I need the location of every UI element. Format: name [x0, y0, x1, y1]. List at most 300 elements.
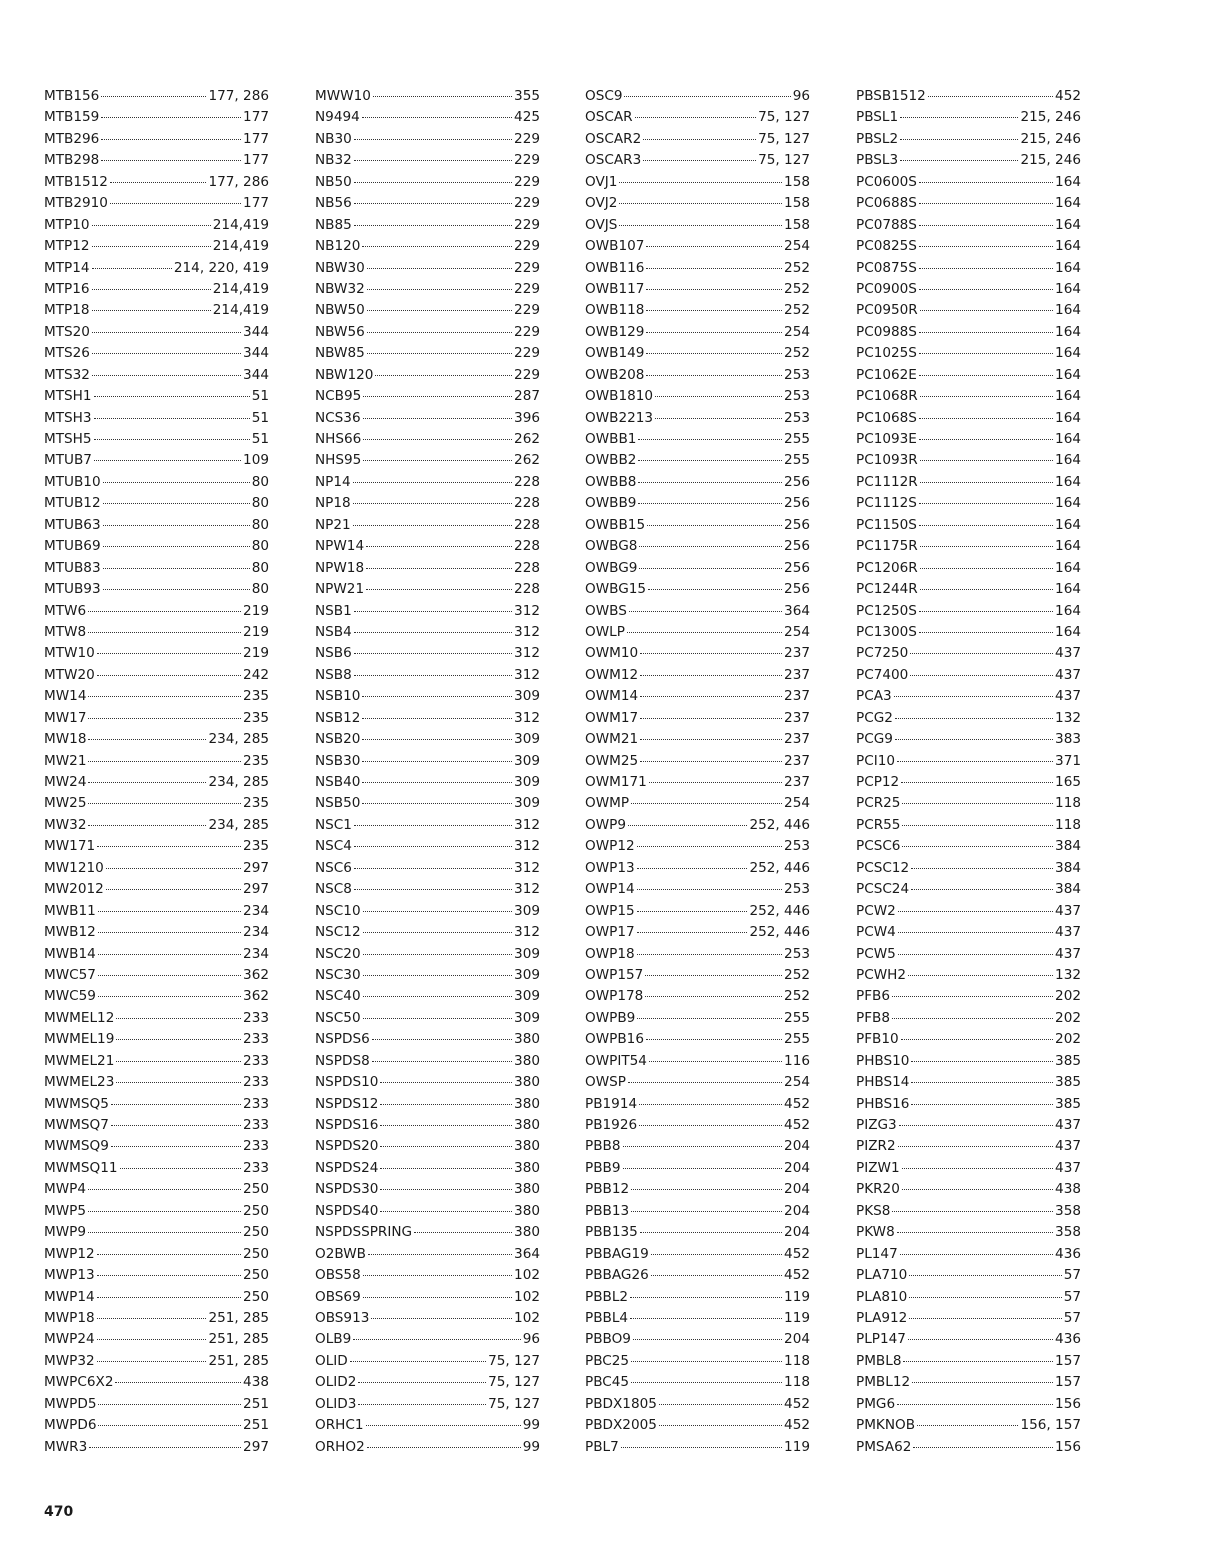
index-columns — [44, 86, 1084, 1466]
entry-code: MWMEL23 — [44, 1074, 115, 1091]
dot-leader — [892, 1210, 1053, 1212]
entry-pages: 287 — [514, 388, 540, 405]
dot-leader — [649, 1060, 782, 1062]
index-entry — [315, 515, 540, 536]
entry-pages: 380 — [514, 1052, 540, 1069]
index-entry — [44, 986, 269, 1007]
index-entry — [44, 1244, 269, 1265]
entry-code: OWSP — [585, 1074, 626, 1091]
index-entry — [856, 751, 1081, 772]
dot-leader — [638, 481, 782, 483]
entry-pages: 242 — [243, 666, 269, 683]
dot-leader — [367, 288, 512, 290]
dot-leader — [380, 1188, 512, 1190]
dot-leader — [631, 1210, 782, 1212]
entry-code: OSC9 — [585, 88, 623, 104]
entry-pages: 254 — [784, 238, 810, 255]
entry-code: MW14 — [44, 688, 87, 705]
index-entry — [44, 193, 269, 214]
dot-leader — [88, 695, 241, 697]
entry-code: PB1926 — [585, 1117, 638, 1133]
entry-code: NSC8 — [315, 881, 352, 898]
dot-leader — [651, 1253, 782, 1255]
entry-pages: 309 — [514, 795, 540, 812]
index-entry — [856, 107, 1081, 128]
index-entry — [585, 1115, 810, 1136]
index-entry — [315, 1072, 540, 1093]
entry-code: OWM12 — [585, 666, 639, 683]
entry-pages: 297 — [243, 1438, 269, 1455]
index-entry — [44, 579, 269, 600]
entry-pages: 234 — [243, 945, 269, 962]
entry-code: MWC59 — [44, 988, 96, 1005]
entry-pages: 452 — [784, 1395, 810, 1412]
dot-leader — [627, 631, 782, 633]
entry-code: PC1068R — [856, 388, 918, 405]
entry-code: PMBL12 — [856, 1374, 911, 1391]
dot-leader — [637, 931, 748, 933]
entry-pages: 255 — [784, 1031, 810, 1048]
entry-pages: 229 — [514, 152, 540, 169]
dot-leader — [106, 867, 241, 869]
dot-leader — [919, 438, 1053, 440]
index-entry — [44, 901, 269, 922]
entry-pages: 252 — [784, 988, 810, 1005]
index-entry — [315, 815, 540, 836]
index-entry — [315, 751, 540, 772]
index-entry — [315, 1051, 540, 1072]
entry-pages: 229 — [514, 173, 540, 190]
entry-code: NB32 — [315, 152, 352, 169]
index-entry — [315, 643, 540, 664]
index-entry — [856, 901, 1081, 922]
entry-pages: 452 — [1055, 88, 1081, 104]
entry-pages: 452 — [784, 1245, 810, 1262]
index-entry — [856, 858, 1081, 879]
entry-pages: 234, 285 — [208, 731, 269, 748]
dot-leader — [649, 781, 782, 783]
index-entry — [315, 1158, 540, 1179]
index-entry — [856, 1051, 1081, 1072]
dot-leader — [88, 824, 206, 826]
index-entry — [585, 343, 810, 364]
dot-leader — [414, 1231, 512, 1233]
index-entry — [585, 815, 810, 836]
dot-leader — [640, 1231, 782, 1233]
dot-leader — [98, 931, 241, 933]
dot-leader — [899, 1124, 1053, 1126]
entry-code: OLB9 — [315, 1331, 352, 1348]
index-entry — [44, 686, 269, 707]
entry-code: NSB1 — [315, 602, 352, 619]
entry-code: OWM10 — [585, 645, 639, 662]
dot-leader — [363, 459, 512, 461]
entry-pages: 204 — [784, 1331, 810, 1348]
entry-pages: 250 — [243, 1224, 269, 1241]
index-entry — [44, 1415, 269, 1436]
entry-pages: 309 — [514, 688, 540, 705]
dot-leader — [110, 202, 241, 204]
dot-leader — [645, 974, 782, 976]
entry-code: MWW10 — [315, 88, 371, 104]
entry-code: PIZG3 — [856, 1117, 897, 1133]
entry-code: PKW8 — [856, 1224, 895, 1241]
dot-leader — [115, 1381, 241, 1383]
entry-pages: 99 — [522, 1438, 540, 1455]
entry-code: OSCAR — [585, 109, 633, 126]
dot-leader — [911, 888, 1053, 890]
entry-code: MWP12 — [44, 1245, 95, 1262]
entry-code: OWBB8 — [585, 473, 637, 490]
index-entry — [44, 1287, 269, 1308]
dot-leader — [908, 974, 1053, 976]
entry-code: NSB40 — [315, 774, 361, 790]
entry-code: PC7250 — [856, 645, 909, 662]
index-entry — [585, 322, 810, 343]
index-entry — [856, 1158, 1081, 1179]
entry-pages: 380 — [514, 1224, 540, 1241]
entry-pages: 57 — [1063, 1267, 1081, 1284]
index-entry — [856, 729, 1081, 750]
index-entry — [856, 772, 1081, 793]
dot-leader — [920, 588, 1053, 590]
index-entry — [585, 1029, 810, 1050]
dot-leader — [895, 717, 1053, 719]
index-entry — [856, 1372, 1081, 1393]
dot-leader — [380, 1145, 512, 1147]
entry-code: PC1062E — [856, 366, 917, 383]
index-entry — [856, 193, 1081, 214]
dot-leader — [638, 459, 782, 461]
index-entry — [585, 150, 810, 171]
dot-leader — [354, 824, 512, 826]
entry-pages: 164 — [1055, 495, 1081, 512]
entry-code: MWPD6 — [44, 1417, 97, 1434]
entry-pages: 80 — [251, 495, 269, 512]
index-entry — [856, 1287, 1081, 1308]
dot-leader — [92, 245, 211, 247]
entry-code: MTS20 — [44, 323, 90, 340]
entry-code: OLID3 — [315, 1395, 357, 1412]
entry-pages: 364 — [784, 602, 810, 619]
index-entry — [44, 1394, 269, 1415]
index-entry — [315, 1265, 540, 1286]
dot-leader — [354, 181, 512, 183]
entry-pages: 452 — [784, 1267, 810, 1284]
index-entry — [44, 751, 269, 772]
entry-code: MTSH3 — [44, 409, 92, 426]
index-entry — [585, 1094, 810, 1115]
entry-pages: 383 — [1055, 731, 1081, 748]
entry-pages: 118 — [784, 1374, 810, 1391]
index-entry — [585, 643, 810, 664]
index-entry — [315, 944, 540, 965]
entry-code: OBS69 — [315, 1288, 361, 1305]
dot-leader — [354, 202, 512, 204]
entry-pages: 228 — [514, 495, 540, 512]
dot-leader — [92, 267, 172, 269]
index-entry — [44, 1179, 269, 1200]
entry-pages: 256 — [784, 516, 810, 533]
entry-code: PCI10 — [856, 752, 895, 769]
entry-pages: 237 — [784, 774, 810, 790]
dot-leader — [354, 888, 512, 890]
entry-pages: 158 — [784, 195, 810, 212]
index-entry — [44, 1308, 269, 1329]
index-entry — [315, 450, 540, 471]
index-entry — [44, 493, 269, 514]
index-entry — [856, 1265, 1081, 1286]
entry-pages: 118 — [784, 1352, 810, 1369]
dot-leader — [88, 631, 241, 633]
index-entry — [585, 1051, 810, 1072]
index-entry — [315, 1094, 540, 1115]
index-entry — [856, 1201, 1081, 1222]
entry-pages: 119 — [784, 1288, 810, 1305]
entry-code: OWB118 — [585, 302, 645, 319]
index-entry — [585, 836, 810, 857]
entry-pages: 132 — [1055, 966, 1081, 983]
dot-leader — [380, 1103, 512, 1105]
dot-leader — [646, 245, 782, 247]
entry-pages: 164 — [1055, 473, 1081, 490]
dot-leader — [619, 202, 782, 204]
entry-pages: 256 — [784, 538, 810, 555]
index-entry — [44, 622, 269, 643]
entry-pages: 385 — [1055, 1052, 1081, 1069]
dot-leader — [106, 888, 241, 890]
dot-leader — [619, 181, 782, 183]
dot-leader — [363, 417, 512, 419]
entry-pages: 250 — [243, 1181, 269, 1198]
index-entry — [856, 1415, 1081, 1436]
entry-pages: 235 — [243, 688, 269, 705]
entry-code: NSB10 — [315, 688, 361, 705]
index-entry — [856, 1244, 1081, 1265]
entry-code: NSB6 — [315, 645, 352, 662]
index-entry — [856, 429, 1081, 450]
dot-leader — [900, 116, 1018, 118]
dot-leader — [362, 717, 512, 719]
dot-leader — [88, 1188, 241, 1190]
entry-pages: 380 — [514, 1117, 540, 1133]
index-entry — [856, 515, 1081, 536]
entry-pages: 164 — [1055, 452, 1081, 469]
entry-code: MTW20 — [44, 666, 95, 683]
dot-leader — [640, 674, 782, 676]
entry-pages: 438 — [243, 1374, 269, 1391]
dot-leader — [659, 1403, 782, 1405]
entry-pages: 164 — [1055, 302, 1081, 319]
dot-leader — [363, 395, 512, 397]
entry-pages: 252 — [784, 259, 810, 276]
index-entry — [44, 129, 269, 150]
entry-code: MWMEL19 — [44, 1031, 115, 1048]
entry-code: OWBS — [585, 602, 627, 619]
index-entry — [44, 300, 269, 321]
index-entry — [44, 858, 269, 879]
dot-leader — [367, 309, 512, 311]
entry-code: OWPIT54 — [585, 1052, 647, 1069]
entry-code: OWP15 — [585, 902, 635, 919]
entry-pages: 214,419 — [212, 238, 269, 255]
index-entry — [856, 1072, 1081, 1093]
dot-leader — [910, 652, 1053, 654]
dot-leader — [92, 352, 241, 354]
dot-leader — [97, 1317, 207, 1319]
dot-leader — [116, 1081, 241, 1083]
entry-pages: 380 — [514, 1181, 540, 1198]
entry-code: PBB8 — [585, 1138, 621, 1155]
index-entry — [585, 1394, 810, 1415]
entry-pages: 396 — [514, 409, 540, 426]
index-entry — [585, 986, 810, 1007]
dot-leader — [619, 224, 782, 226]
index-entry — [44, 1329, 269, 1350]
entry-code: OWP157 — [585, 966, 644, 983]
index-entry — [44, 1051, 269, 1072]
entry-code: PBSL2 — [856, 130, 899, 147]
index-entry — [856, 536, 1081, 557]
index-entry — [585, 1201, 810, 1222]
dot-leader — [97, 1296, 241, 1298]
entry-pages: 384 — [1055, 859, 1081, 876]
dot-leader — [363, 1017, 512, 1019]
index-entry — [585, 772, 810, 793]
dot-leader — [920, 309, 1053, 311]
dot-leader — [895, 738, 1053, 740]
entry-pages: 312 — [514, 666, 540, 683]
dot-leader — [919, 610, 1053, 612]
entry-pages: 235 — [243, 709, 269, 726]
dot-leader — [350, 1360, 486, 1362]
entry-pages: 252, 446 — [749, 859, 810, 876]
entry-code: NSC12 — [315, 924, 361, 941]
entry-code: PBB135 — [585, 1224, 638, 1241]
dot-leader — [111, 1145, 241, 1147]
index-entry — [315, 107, 540, 128]
entry-code: PCW4 — [856, 924, 896, 941]
dot-leader — [366, 567, 512, 569]
index-entry — [856, 1179, 1081, 1200]
entry-code: PHBS16 — [856, 1095, 910, 1112]
dot-leader — [919, 352, 1053, 354]
entry-code: MTS32 — [44, 366, 90, 383]
entry-code: MW24 — [44, 774, 87, 790]
entry-pages: 364 — [514, 1245, 540, 1262]
index-entry — [315, 150, 540, 171]
index-entry — [856, 686, 1081, 707]
index-entry — [315, 601, 540, 622]
entry-pages: 233 — [243, 1138, 269, 1155]
dot-leader — [919, 631, 1053, 633]
dot-leader — [646, 352, 782, 354]
dot-leader — [103, 524, 250, 526]
entry-pages: 164 — [1055, 259, 1081, 276]
dot-leader — [633, 1338, 782, 1340]
dot-leader — [919, 331, 1053, 333]
index-entry — [856, 601, 1081, 622]
entry-pages: 252 — [784, 345, 810, 362]
entry-code: OWB149 — [585, 345, 645, 362]
dot-leader — [624, 95, 790, 97]
entry-pages: 75, 127 — [488, 1374, 540, 1391]
entry-code: MTUB69 — [44, 538, 101, 555]
entry-pages: 234, 285 — [208, 774, 269, 790]
dot-leader — [88, 802, 241, 804]
index-entry — [44, 279, 269, 300]
entry-pages: 312 — [514, 709, 540, 726]
index-entry — [315, 665, 540, 686]
dot-leader — [631, 1381, 782, 1383]
index-entry — [585, 1008, 810, 1029]
index-entry — [315, 965, 540, 986]
dot-leader — [354, 610, 512, 612]
index-entry — [585, 1265, 810, 1286]
entry-pages: 253 — [784, 881, 810, 898]
entry-pages: 234 — [243, 924, 269, 941]
dot-leader — [92, 224, 211, 226]
entry-pages: 51 — [251, 409, 269, 426]
entry-code: OLID2 — [315, 1374, 357, 1391]
entry-code: NSPDS16 — [315, 1117, 379, 1133]
index-entry — [585, 450, 810, 471]
entry-code: OWP13 — [585, 859, 635, 876]
dot-leader — [919, 224, 1053, 226]
entry-pages: 437 — [1055, 945, 1081, 962]
index-entry — [44, 515, 269, 536]
entry-code: OWP14 — [585, 881, 635, 898]
index-entry — [856, 450, 1081, 471]
entry-code: MW21 — [44, 752, 87, 769]
entry-pages: 233 — [243, 1052, 269, 1069]
dot-leader — [631, 802, 782, 804]
dot-leader — [354, 867, 512, 869]
index-entry — [44, 793, 269, 814]
index-entry — [856, 215, 1081, 236]
dot-leader — [909, 1296, 1061, 1298]
dot-leader — [630, 1317, 782, 1319]
entry-code: NSC1 — [315, 816, 352, 833]
entry-pages: 156, 157 — [1020, 1417, 1081, 1434]
index-entry — [585, 236, 810, 257]
entry-code: PC1112S — [856, 495, 917, 512]
entry-code: OWM25 — [585, 752, 639, 769]
index-entry — [585, 1244, 810, 1265]
entry-pages: 229 — [514, 323, 540, 340]
index-entry — [315, 1029, 540, 1050]
entry-code: MWR3 — [44, 1438, 88, 1455]
dot-leader — [380, 1081, 512, 1083]
entry-pages: 80 — [251, 516, 269, 533]
index-entry — [44, 322, 269, 343]
entry-code: NCS36 — [315, 409, 361, 426]
entry-pages: 362 — [243, 988, 269, 1005]
entry-code: PFB10 — [856, 1031, 899, 1048]
entry-code: NSPDS10 — [315, 1074, 379, 1091]
entry-code: OWM14 — [585, 688, 639, 705]
dot-leader — [92, 374, 241, 376]
dot-leader — [94, 395, 250, 397]
dot-leader — [116, 1017, 241, 1019]
entry-pages: 256 — [784, 495, 810, 512]
index-entry — [585, 193, 810, 214]
entry-code: OWBB2 — [585, 452, 637, 469]
entry-code: OWP12 — [585, 838, 635, 855]
entry-code: OWLP — [585, 623, 625, 640]
entry-pages: 57 — [1063, 1309, 1081, 1326]
dot-leader — [892, 995, 1053, 997]
